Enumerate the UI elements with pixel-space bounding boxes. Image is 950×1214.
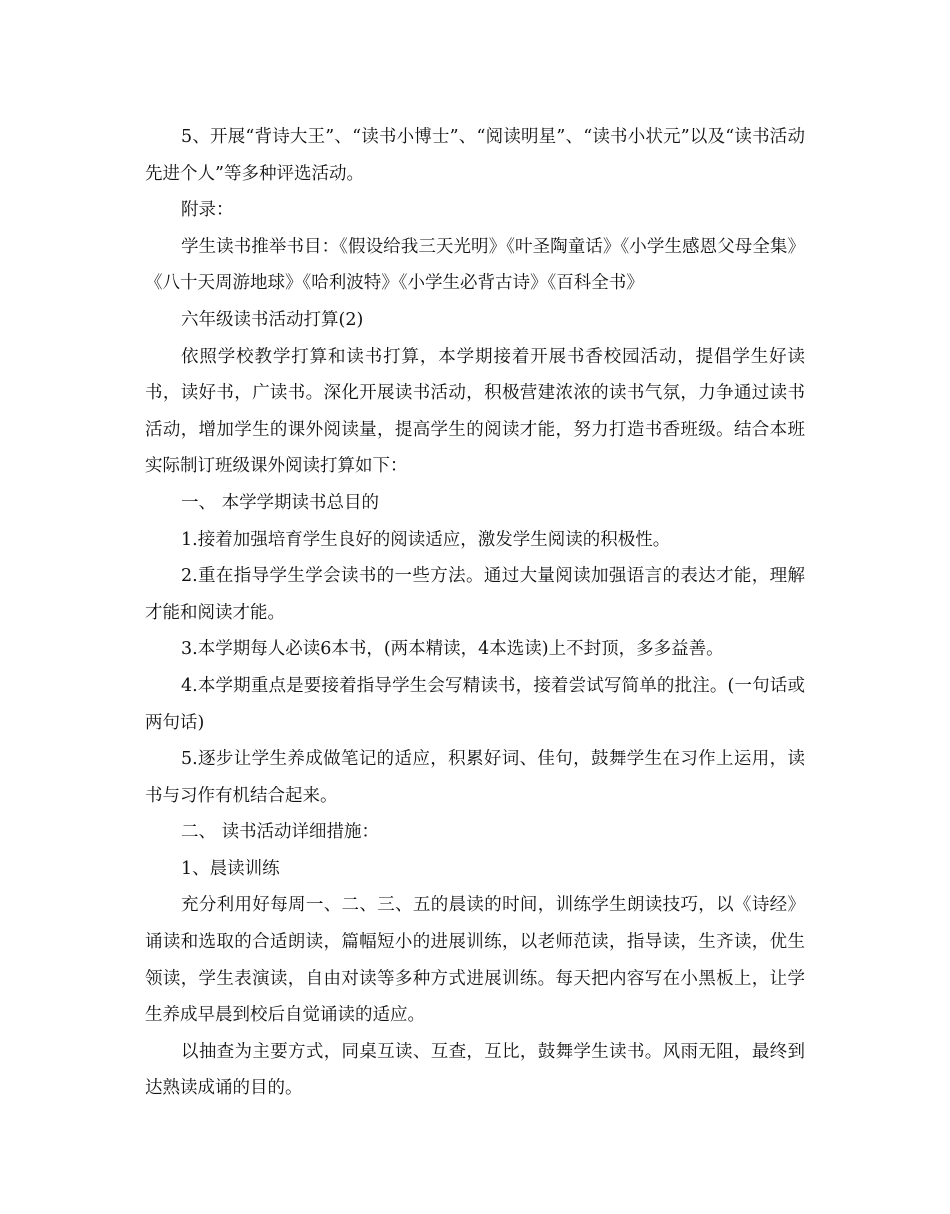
goal-item-2: 2.重在指导学生学会读书的一些方法。通过大量阅读加强语言的表达才能，理解才能和阅读才能。 <box>145 566 805 623</box>
paragraph-morning-reading: 充分利用好每周一、二、三、五的晨读的时间，训练学生朗读技巧，以《诗经》诵读和选取的合适朗读，篇幅短小的进展训练，以老师范读，指导读，生齐读，优生领读，学生表演读，自由对读等多种方式进展训练。每天把内容写在小黑板上，让学生养成早晨到校后自觉诵读的适应。 <box>145 895 805 1026</box>
paragraph-selection-activities: 5、开展“背诗大王”、“读书小博士”、“阅读明星”、“读书小状元”以及“读书活动先进个人”等多种评选活动。 <box>145 127 805 184</box>
document-body <box>145 119 805 1107</box>
goal-item-3: 3.本学期每人必读6本书，(两本精读，4本选读)上不封顶，多多益善。 <box>181 639 724 660</box>
goal-item-4: 4.本学期重点是要接着指导学生会写精读书，接着尝试写简单的批注。(一句话或两句话) <box>145 675 805 733</box>
heading-measures: 二、 读书活动详细措施： <box>181 822 380 843</box>
goal-item-1: 1.接着加强培育学生良好的阅读适应，激发学生阅读的积极性。 <box>181 529 671 550</box>
paragraph-appendix-heading: 附录： <box>181 200 234 221</box>
goal-item-5: 5.逐步让学生养成做笔记的适应，积累好词、佳句，鼓舞学生在习作上运用，读书与习作有机结合起来。 <box>145 749 805 806</box>
section-title: 六年级读书活动打算(2) <box>181 309 364 330</box>
heading-goals: 一、 本学学期读书总目的 <box>181 492 380 513</box>
paragraph-introduction: 依照学校教学打算和读书打算，本学期接着开展书香校园活动，提倡学生好读书，读好书，广读书。深化开展读书活动，积极营建浓浓的读书气氛，力争通过读书活动，增加学生的课外阅读量，提高学生的阅读才能，努力打造书香班级。结合本班实际制订班级课外阅读打算如下： <box>145 346 805 477</box>
paragraph-recommended-books: 学生读书推举书目：《假设给我三天光明》《叶圣陶童话》《小学生感恩父母全集》《八十天周游地球》《哈利波特》《小学生必背古诗》《百科全书》 <box>145 236 805 294</box>
paragraph-spot-checks: 以抽查为主要方式，同桌互读、互查，互比，鼓舞学生读书。风雨无阻，最终到达熟读成诵的目的。 <box>145 1041 805 1099</box>
measure-heading-morning-reading: 1、晨读训练 <box>181 858 280 879</box>
